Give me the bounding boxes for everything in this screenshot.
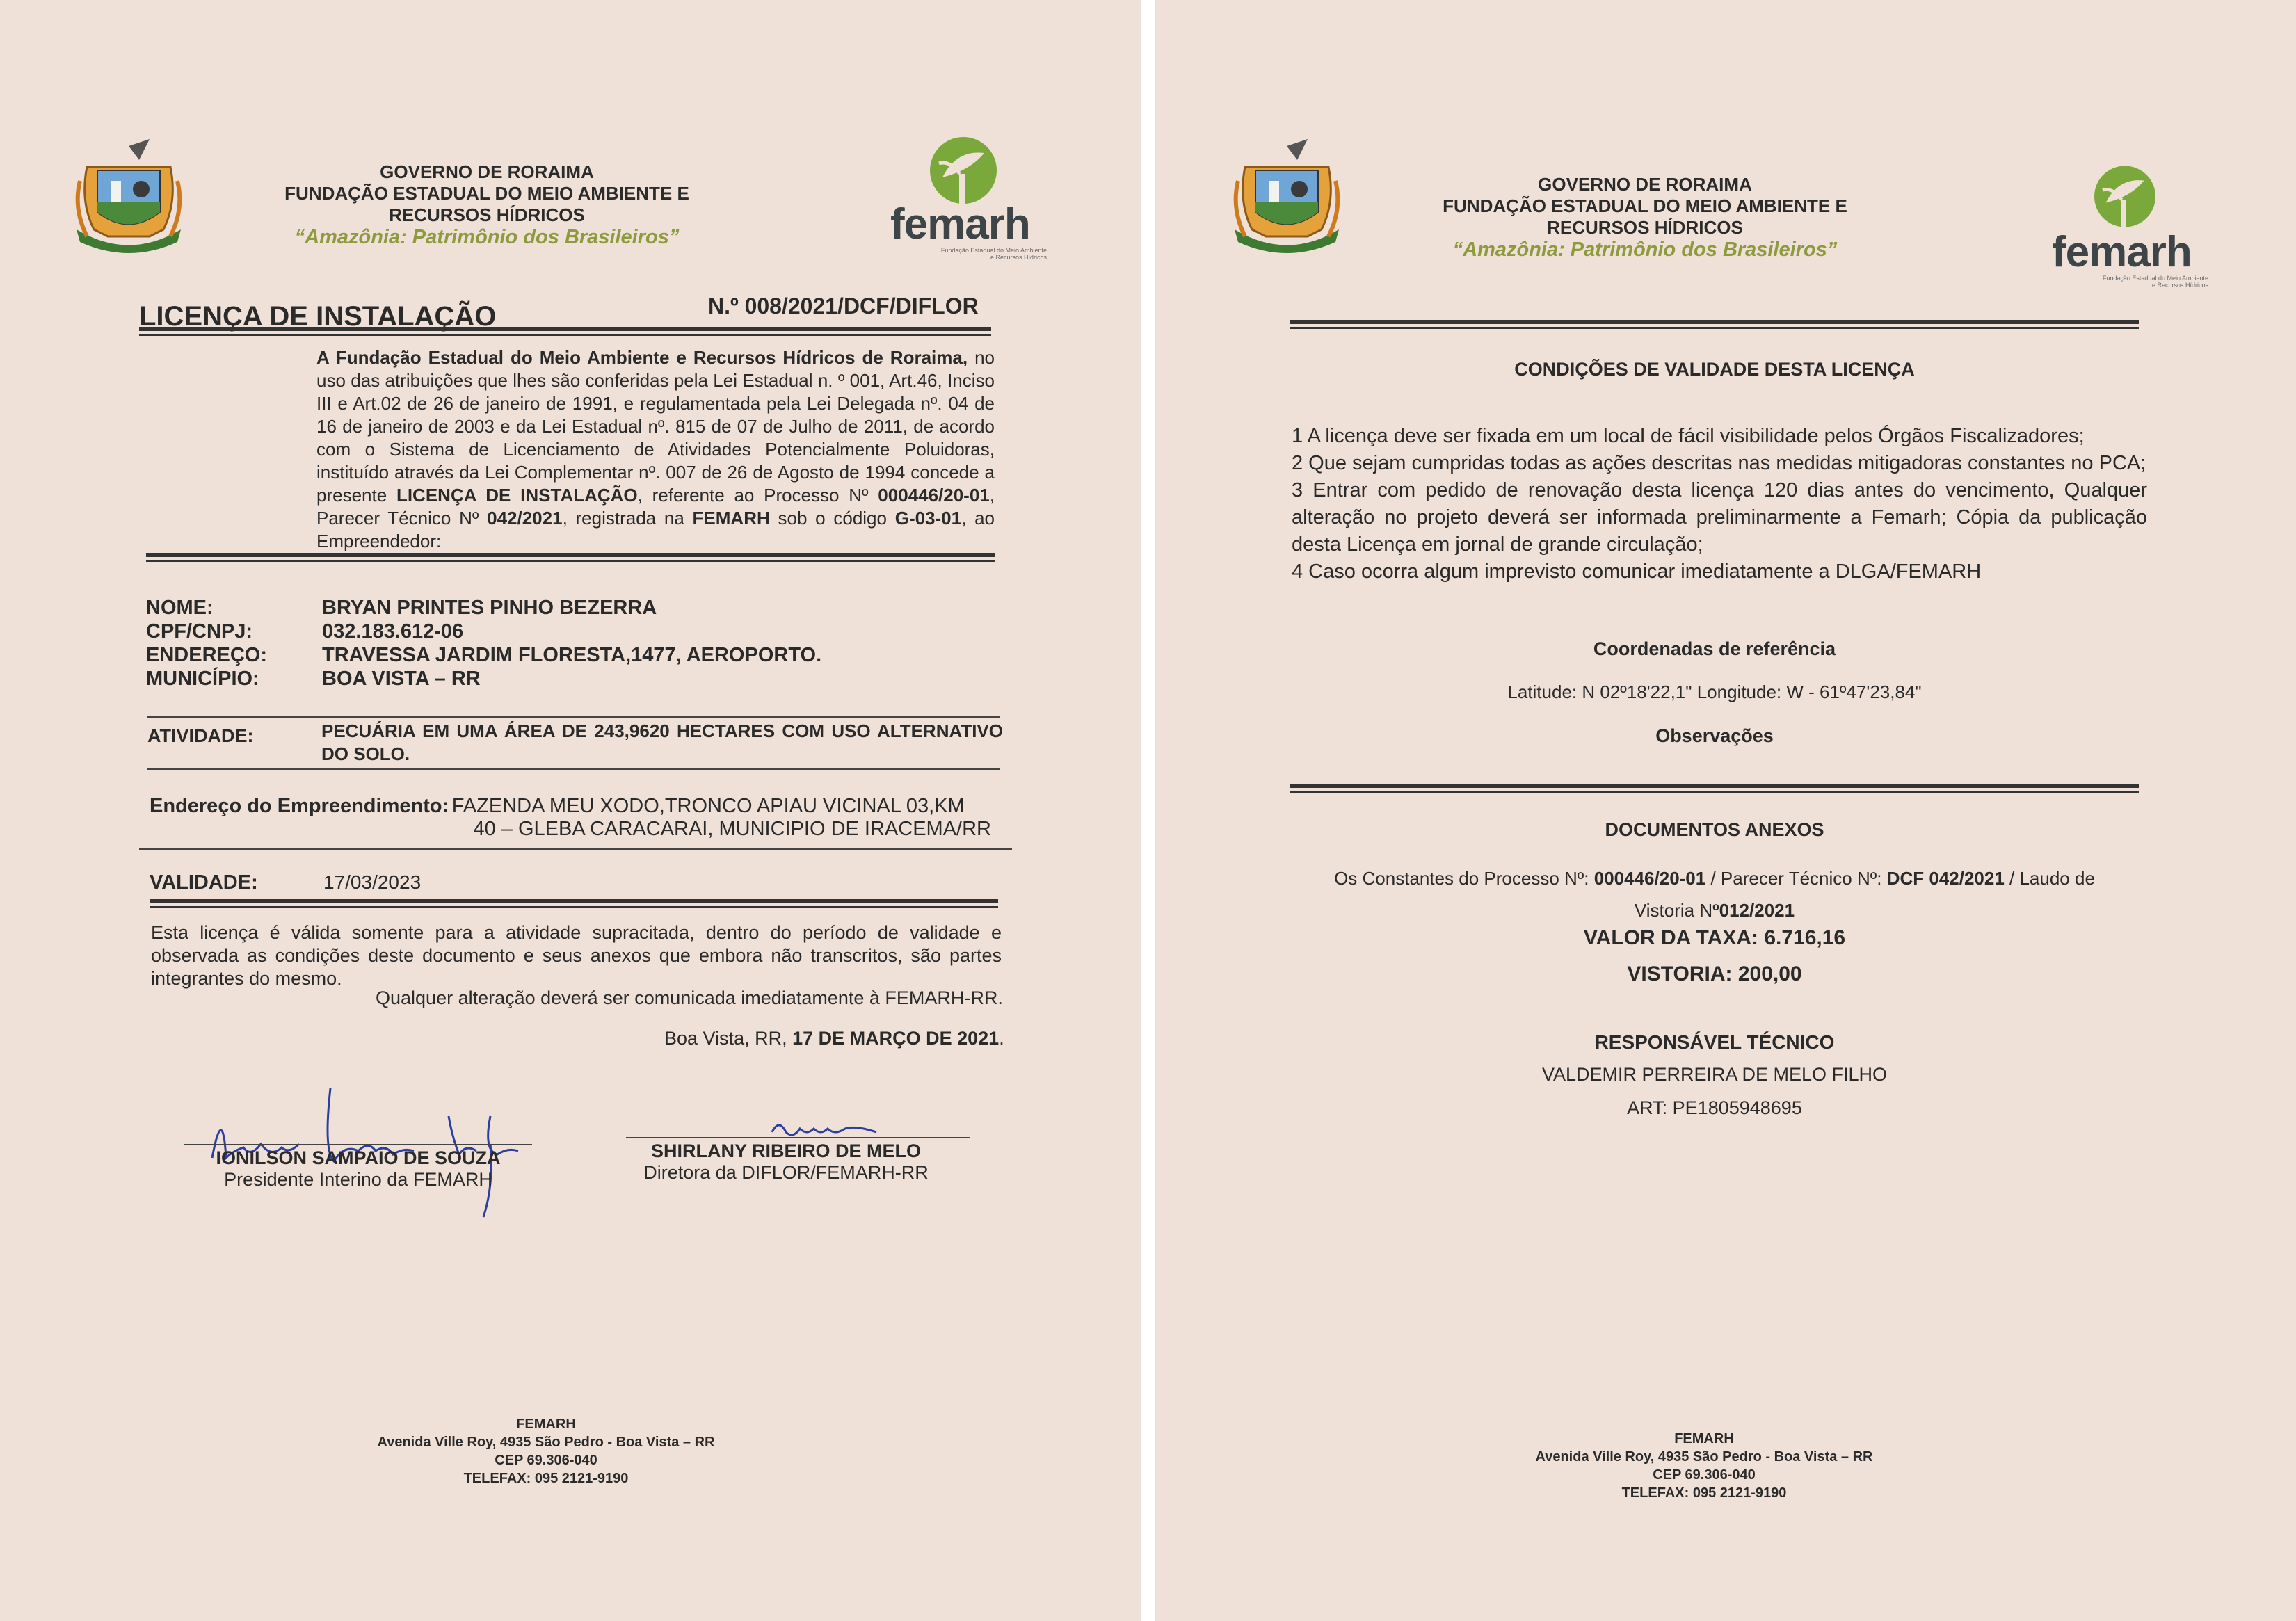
list-item: 1 A licença deve ser fixada em um local de fácil visibilidade pelos Órgãos Fiscalizadores; — [1292, 425, 2085, 447]
femarh-logo-text: femarh — [890, 200, 1030, 248]
field-row: CPF/CNPJ: 032.183.612-06 — [146, 620, 464, 643]
femarh-logo-text: femarh — [2052, 228, 2192, 276]
conditions-list — [1292, 423, 2147, 586]
license-number: N.º 008/2021/DCF/DIFLOR — [708, 293, 979, 318]
divider — [146, 553, 995, 562]
femarh-logo-sub: Fundação Estadual do Meio Ambiente e Recursos Hídricos — [940, 247, 1047, 261]
conditions-title: CONDIÇÕES DE VALIDADE DESTA LICENÇA — [1514, 359, 1915, 380]
fee-value: VALOR DA TAXA: 6.716,16 — [1583, 926, 1846, 949]
activity-value: PECUÁRIA EM UMA ÁREA DE 243,9620 HECTARES COM USO ALTERNATIVO DO SOLO. — [321, 720, 1003, 764]
leaf-logo-icon — [922, 136, 1005, 205]
femarh-logo — [890, 136, 1047, 261]
header-gov: GOVERNO DE RORAIMA — [380, 161, 594, 182]
page-title: LICENÇA DE INSTALAÇÃO — [139, 301, 497, 332]
activity-label: ATIVIDADE: — [147, 725, 254, 746]
responsible-art: ART: PE1805948695 — [1627, 1097, 1802, 1118]
footer: FEMARH Avenida Ville Roy, 4935 São Pedro - Boa Vista – RR CEP 69.306-040 TELEFAX: 095 2121-9190 — [377, 1417, 715, 1486]
responsible-name: VALDEMIR PERREIRA DE MELO FILHO — [1541, 1064, 1888, 1085]
field-row: NOME: BRYAN PRINTES PINHO BEZERRA — [146, 597, 657, 619]
responsible-title: RESPONSÁVEL TÉCNICO — [1594, 1031, 1835, 1053]
signature-line — [184, 1144, 532, 1145]
docs-title: DOCUMENTOS ANEXOS — [1605, 819, 1824, 840]
enterprise-address: Endereço do Empreendimento: FAZENDA MEU XODO,TRONCO APIAU VICINAL 03,KM 40 – GLEBA CARACARAI, MUNICIPIO DE IRACEMA/RR — [150, 795, 991, 840]
entrepreneur-fields — [146, 597, 1002, 691]
activity-row — [147, 720, 1003, 766]
docs-text: Os Constantes do Processo Nº: 000446/20-01 / Parecer Técnico Nº: DCF 042/2021 / Laudo de Vistoria Nº012/2021 — [1334, 868, 2095, 921]
observations-title: Observações — [1655, 725, 1774, 746]
page-condicoes — [1155, 0, 2296, 1621]
header-motto: “Amazônia: Patrimônio dos Brasileiros” — [294, 226, 680, 248]
divider — [139, 848, 1012, 850]
list-item: 2 Que sejam cumpridas todas as ações descritas nas medidas mitigadoras constantes no PCA; — [1292, 452, 2146, 474]
header-fund-line2: RECURSOS HÍDRICOS — [1547, 217, 1743, 238]
coords-value: Latitude: N 02º18'22,1" Longitude: W - 61º47'23,84" — [1507, 682, 1922, 702]
inspection-value: VISTORIA: 200,00 — [1627, 962, 1802, 985]
header-fund-line2: RECURSOS HÍDRICOS — [389, 204, 585, 225]
divider — [139, 327, 991, 336]
coords-title: Coordenadas de referência — [1593, 638, 1836, 659]
header-fund-line1: FUNDAÇÃO ESTADUAL DO MEIO AMBIENTE E — [284, 183, 689, 204]
header-block — [1422, 174, 1868, 261]
signature-block-1: IONILSON SAMPAIO DE SOUZA Presidente Interino da FEMARH — [216, 1147, 501, 1190]
field-row: ENDEREÇO: TRAVESSA JARDIM FLORESTA,1477, AEROPORTO. — [146, 644, 822, 666]
header-block — [264, 161, 709, 249]
intro-paragraph: A Fundação Estadual do Meio Ambiente e Recursos Hídricos de Roraima, no uso das atribuições que lhes são conferidas pela Lei Estadual n. º 001, Art.46, Inciso III e Art.02 de 26 de janeiro de 1991, e regulamentada pela Lei Delegada nº. 04 de 16 de janeiro de 2003 e da Lei Estadual nº. 815 de 07 de Julho de 2011, de acordo com o Sistema de Licenciamento de Atividades Potencialmente Poluidoras, instituído através da Lei Complementar nº. 007 de 26 de Agosto de 1994 concede a presente LICENÇA DE INSTALAÇÃO, referente ao Processo Nº 000446/20-01, Parecer Técnico Nº 042/2021, registrada na FEMARH sob o código G-03-01, ao Empreendedor: — [316, 347, 995, 551]
divider — [1290, 320, 2139, 329]
signature-block-2: SHIRLANY RIBEIRO DE MELO Diretora da DIFLOR/FEMARH-RR — [643, 1140, 929, 1183]
header-gov: GOVERNO DE RORAIMA — [1538, 174, 1752, 195]
change-notice: Qualquer alteração deverá ser comunicada imediatamente à FEMARH-RR. — [376, 987, 1003, 1008]
validity-note: Esta licença é válida somente para a atividade supracitada, dentro do período de validade e observada as condições deste documento e seus anexos que embora não transcritos, são partes integrantes do mesmo. — [151, 922, 1002, 989]
femarh-logo — [2052, 163, 2208, 289]
coat-of-arms-icon — [73, 139, 184, 257]
field-row: MUNICÍPIO: BOA VISTA – RR — [146, 668, 481, 690]
list-item: 4 Caso ocorra algum imprevisto comunicar imediatamente a DLGA/FEMARH — [1292, 561, 1982, 583]
page-licenca — [0, 0, 1141, 1621]
signature-line — [626, 1137, 970, 1138]
leaf-logo-icon — [2087, 163, 2163, 229]
footer: FEMARH Avenida Ville Roy, 4935 São Pedro - Boa Vista – RR CEP 69.306-040 TELEFAX: 095 2121-9190 — [1535, 1431, 1873, 1501]
header-motto: “Amazônia: Patrimônio dos Brasileiros” — [1452, 239, 1838, 261]
list-item: 3 Entrar com pedido de renovação desta licença 120 dias antes do vencimento, Qualquer alteração no projeto deverá ser informada preliminarmente a Femarh; Cópia da publicação desta Licença em jornal de grande circulação; — [1292, 479, 2147, 556]
divider — [147, 716, 1000, 718]
divider — [1290, 784, 2139, 793]
coat-of-arms-icon — [1231, 139, 1342, 257]
divider — [150, 899, 998, 908]
validity-row: VALIDADE: 17/03/2023 — [150, 871, 422, 894]
femarh-logo-sub: Fundação Estadual do Meio Ambiente e Recursos Hídricos — [2102, 275, 2208, 289]
header-fund-line1: FUNDAÇÃO ESTADUAL DO MEIO AMBIENTE E — [1443, 195, 1847, 216]
place-date: Boa Vista, RR, 17 DE MARÇO DE 2021. — [664, 1028, 1004, 1049]
divider — [147, 768, 1000, 770]
